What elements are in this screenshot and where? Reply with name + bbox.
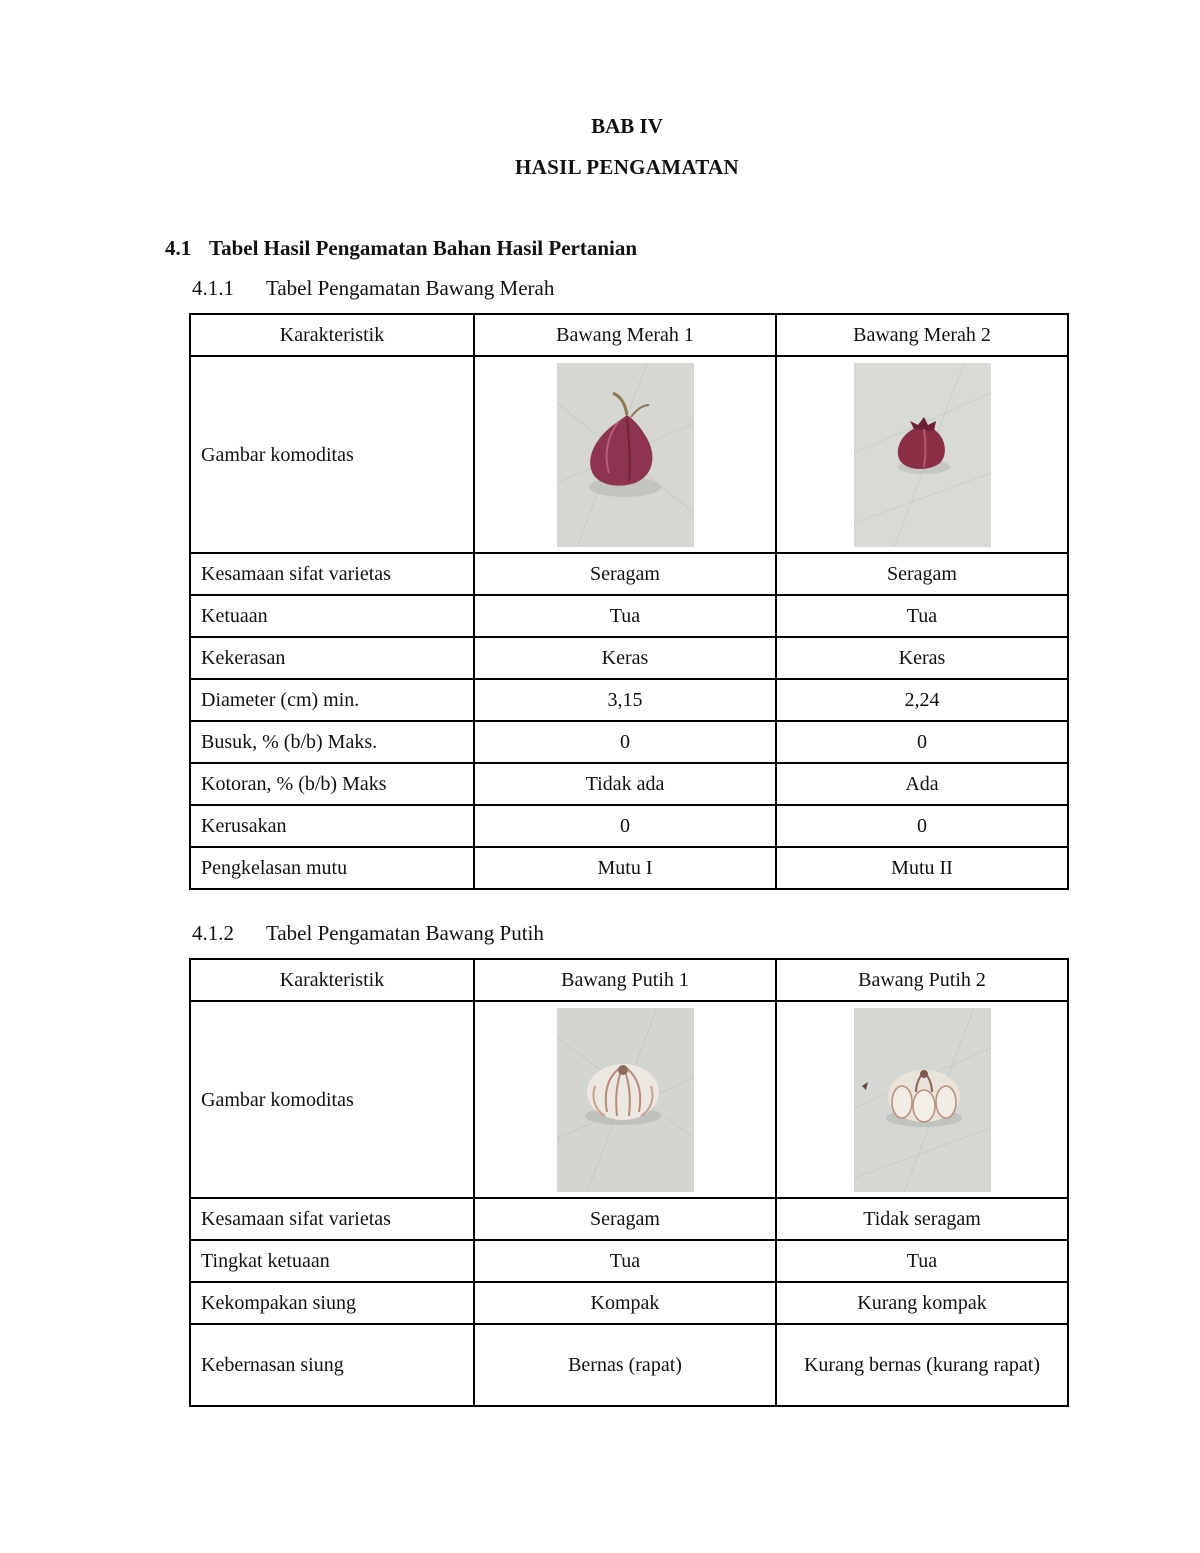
header-cell: Karakteristik: [190, 959, 474, 1001]
cell-value: Tidak ada: [474, 763, 776, 805]
row-label: Kerusakan: [190, 805, 474, 847]
image-row: [190, 356, 1068, 553]
table-row: [190, 679, 1068, 721]
image-cell: [474, 356, 776, 553]
row-label: Kekompakan siung: [190, 1282, 474, 1324]
table-row: [190, 637, 1068, 679]
cell-value: 0: [474, 721, 776, 763]
row-label: Kekerasan: [190, 637, 474, 679]
cell-value: Bernas (rapat): [474, 1324, 776, 1406]
table-row: [190, 1324, 1068, 1406]
cell-value: 0: [776, 805, 1068, 847]
shallot-table: [189, 313, 1069, 890]
garlic-1-photo: [557, 1008, 694, 1192]
cell-value: Ada: [776, 763, 1068, 805]
header-cell: Bawang Putih 1: [474, 959, 776, 1001]
image-cell: [776, 1001, 1068, 1198]
table-row: [190, 595, 1068, 637]
cell-value: 0: [474, 805, 776, 847]
cell-value: Keras: [474, 637, 776, 679]
chapter-title: BAB IV: [591, 114, 663, 138]
image-cell: [776, 356, 1068, 553]
shallot-1-photo: [557, 363, 694, 547]
cell-value: Kurang kompak: [776, 1282, 1068, 1324]
cell-value: Kompak: [474, 1282, 776, 1324]
table-row: [190, 847, 1068, 889]
table2-caption: [192, 921, 544, 946]
cell-value: Mutu II: [776, 847, 1068, 889]
cell-value: Kurang bernas (kurang rapat): [776, 1324, 1068, 1406]
image-cell: [474, 1001, 776, 1198]
table-row: [190, 553, 1068, 595]
row-label: Diameter (cm) min.: [190, 679, 474, 721]
image-row-label: Gambar komoditas: [190, 1001, 474, 1198]
row-label: Ketuaan: [190, 595, 474, 637]
image-row: [190, 1001, 1068, 1198]
cell-value: Mutu I: [474, 847, 776, 889]
row-label: Kesamaan sifat varietas: [190, 553, 474, 595]
header-cell: Karakteristik: [190, 314, 474, 356]
row-label: Kotoran, % (b/b) Maks: [190, 763, 474, 805]
cell-value: 3,15: [474, 679, 776, 721]
table-row: [190, 1282, 1068, 1324]
table-row: [190, 721, 1068, 763]
row-label: Pengkelasan mutu: [190, 847, 474, 889]
header-cell: Bawang Merah 2: [776, 314, 1068, 356]
cell-value: Tidak seragam: [776, 1198, 1068, 1240]
image-row-label: Gambar komoditas: [190, 356, 474, 553]
row-label: Tingkat ketuaan: [190, 1240, 474, 1282]
cell-value: Seragam: [474, 553, 776, 595]
section-number: 4.1: [165, 236, 192, 260]
table2-number: 4.1.2: [192, 921, 234, 945]
row-label: Kesamaan sifat varietas: [190, 1198, 474, 1240]
cell-value: 2,24: [776, 679, 1068, 721]
section-title: Tabel Hasil Pengamatan Bahan Hasil Pertanian: [209, 236, 638, 260]
table1-number: 4.1.1: [192, 276, 234, 300]
cell-value: Seragam: [474, 1198, 776, 1240]
header-cell: Bawang Merah 1: [474, 314, 776, 356]
section-heading: [165, 236, 637, 261]
shallot-2-photo: [854, 363, 991, 547]
table-header-row: [190, 959, 1068, 1001]
cell-value: Tua: [776, 1240, 1068, 1282]
chapter-subtitle: HASIL PENGAMATAN: [515, 155, 739, 179]
header-cell: Bawang Putih 2: [776, 959, 1068, 1001]
table-row: [190, 1240, 1068, 1282]
cell-value: Keras: [776, 637, 1068, 679]
table-row: [190, 805, 1068, 847]
table1-caption: [192, 276, 554, 301]
table2-title: Tabel Pengamatan Bawang Putih: [266, 921, 544, 945]
cell-value: 0: [776, 721, 1068, 763]
row-label: Busuk, % (b/b) Maks.: [190, 721, 474, 763]
cell-value: Tua: [474, 1240, 776, 1282]
table-row: [190, 1198, 1068, 1240]
row-label: Kebernasan siung: [190, 1324, 474, 1406]
garlic-2-photo: [854, 1008, 991, 1192]
table1-title: Tabel Pengamatan Bawang Merah: [266, 276, 555, 300]
table-row: [190, 763, 1068, 805]
cell-value: Tua: [776, 595, 1068, 637]
cell-value: Tua: [474, 595, 776, 637]
table-header-row: [190, 314, 1068, 356]
cell-value: Seragam: [776, 553, 1068, 595]
garlic-table: [189, 958, 1069, 1407]
